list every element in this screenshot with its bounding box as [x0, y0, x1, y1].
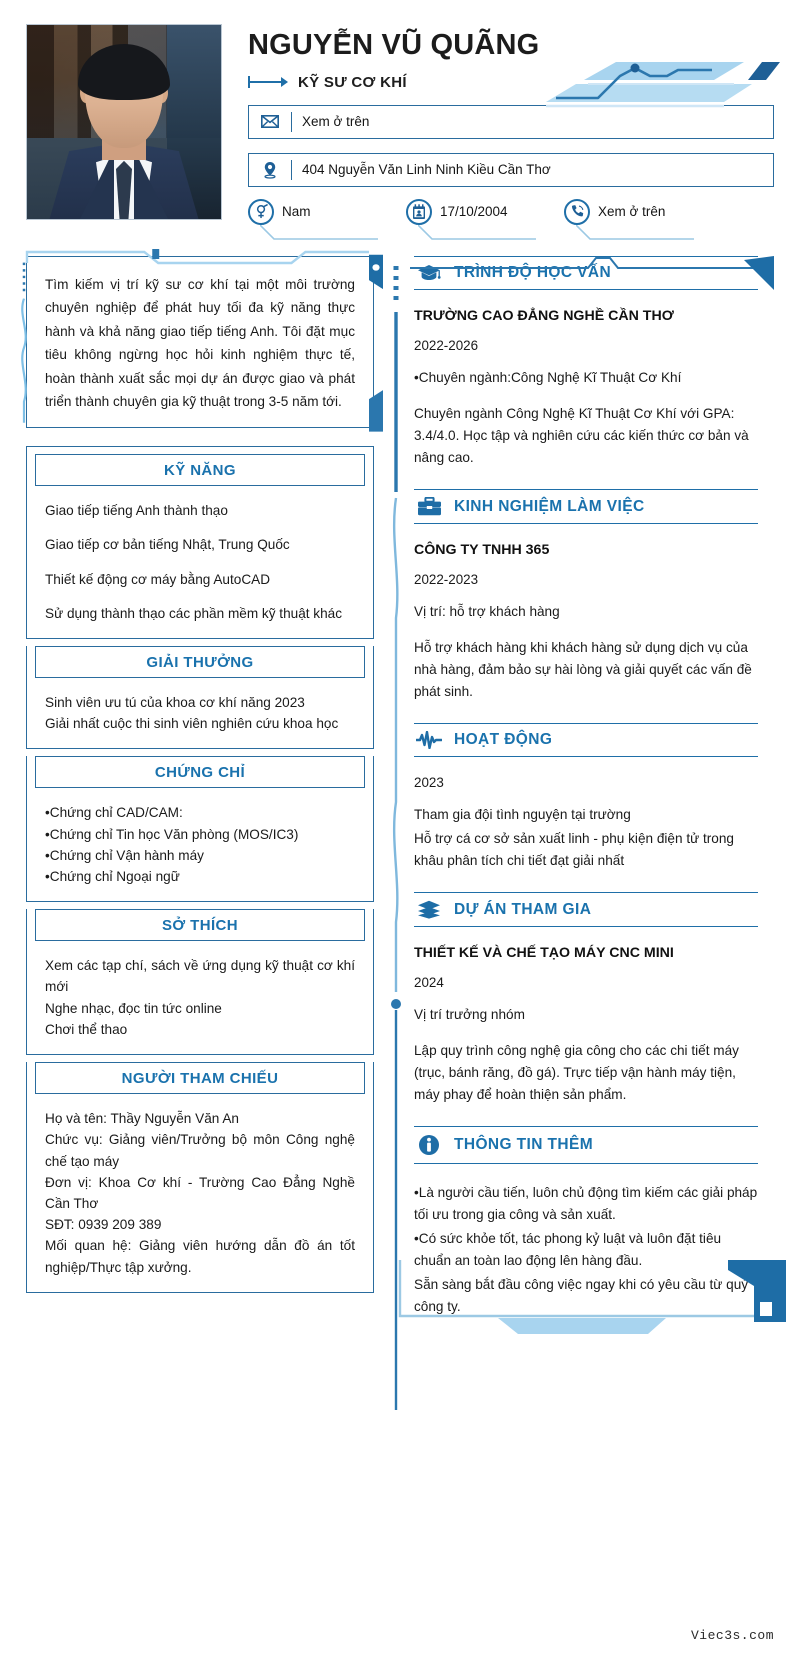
- section-title: TRÌNH ĐỘ HỌC VẤN: [454, 264, 612, 281]
- right-column: [388, 250, 774, 1338]
- list-item: SĐT: 0939 209 389: [45, 1217, 162, 1233]
- chip-gender[interactable]: [248, 199, 406, 225]
- job-title: KỸ SƯ CƠ KHÍ: [298, 73, 407, 91]
- list-item: Mối quan hệ: Giảng viên hướng dẫn đồ án tốt nghiệp/Thực tập xưởng.: [45, 1238, 355, 1275]
- right-left-decoration: [390, 262, 402, 1412]
- list-item: •Chứng chỉ CAD/CAM:: [45, 805, 183, 821]
- list-item: Nghe nhạc, đọc tin tức online: [45, 1000, 222, 1016]
- header-details: [222, 24, 774, 250]
- entry: [414, 775, 758, 872]
- right-top-decoration: [410, 256, 770, 270]
- list-item: Sinh viên ưu tú của khoa cơ khí năng 2023: [45, 695, 305, 711]
- entry-line: Tham gia đội tình nguyện tại trường: [414, 807, 631, 823]
- list-item: •Chứng chỉ Tin học Văn phòng (MOS/IC3): [45, 826, 299, 842]
- right-bottom-decoration: [398, 1260, 788, 1340]
- entry-org: CÔNG TY TNHH 365: [414, 542, 550, 559]
- birthday-value: 17/10/2004: [440, 204, 508, 220]
- list-item: Sử dụng thành thạo các phần mềm kỹ thuật khác: [45, 605, 343, 621]
- section-header: [414, 723, 758, 757]
- list-item: Thiết kế động cơ máy bằng AutoCAD: [45, 571, 271, 587]
- calendar-icon: [406, 199, 432, 225]
- phone-value: Xem ở trên: [598, 204, 666, 220]
- list-item: Xem các tạp chí, sách về ứng dụng kỹ thuật cơ khí mới: [45, 958, 355, 995]
- list-item: Chức vụ: Giảng viên/Trưởng bộ môn Công nghệ chế tạo máy: [45, 1132, 355, 1169]
- entry-line: •Có sức khỏe tốt, tác phong kỷ luật và luôn đặt tiêu chuẩn an toàn lao động lên hàng đầu.: [414, 1231, 722, 1269]
- section-giai-thuong: [26, 646, 374, 749]
- list-item: •Chứng chỉ Vận hành máy: [45, 847, 204, 863]
- section-body: [27, 678, 373, 748]
- chip-tail-decoration: [576, 225, 696, 241]
- section-title: SỞ THÍCH: [35, 909, 365, 941]
- section-body: [27, 1094, 373, 1292]
- section-chung-chi: [26, 756, 374, 902]
- section-hoat-dong: [414, 723, 758, 872]
- section-body: [27, 486, 373, 638]
- page-title: NGUYỄN VŨ QUÃNG: [248, 29, 540, 61]
- entry-line: Hỗ trợ khách hàng khi khách hàng sử dụng dịch vụ của nhà hàng, đảm bảo sự hài lòng và giải quyết các vấn đề phát sinh.: [414, 640, 752, 700]
- chip-tail-decoration: [418, 225, 538, 241]
- section-trinh-do-hoc-van: [414, 256, 758, 469]
- envelope-icon: [259, 115, 281, 128]
- objective-card: [26, 256, 374, 428]
- list-item: Chơi thể thao: [45, 1021, 128, 1037]
- left-column: [26, 250, 374, 1338]
- objective-top-decoration: [25, 249, 371, 265]
- entry-org: TRƯỜNG CAO ĐẲNG NGHỀ CẦN THƠ: [414, 308, 674, 324]
- section-ky-nang: [26, 446, 374, 639]
- info-chips: [248, 199, 774, 225]
- right-corner-decoration: [740, 256, 774, 296]
- section-title: NGƯỜI THAM CHIẾU: [35, 1062, 365, 1094]
- section-title: KINH NGHIỆM LÀM VIỆC: [454, 497, 645, 515]
- section-header: [414, 892, 758, 927]
- arrow-icon: [248, 76, 288, 88]
- address-value: 404 Nguyễn Văn Linh Ninh Kiều Cần Thơ: [302, 162, 551, 178]
- entry-line: Sẵn sàng bắt đầu công việc ngay khi có yêu cầu từ quý công ty.: [414, 1277, 749, 1315]
- entry-date: 2022-2026: [414, 338, 479, 353]
- entry-line: Chuyên ngành Công Nghệ Kĩ Thuật Cơ Khí với GPA: 3.4/4.0. Học tập và nghiên cứu các kiến thức cơ bản và nâng cao.: [414, 406, 749, 466]
- section-kinh-nghiem-lam-viec: [414, 489, 758, 703]
- list-item: Đơn vị: Khoa Cơ khí - Trường Cao Đẳng Nghề Cần Thơ: [45, 1174, 355, 1211]
- chip-tail-decoration: [260, 225, 380, 241]
- chip-birthday[interactable]: [406, 199, 564, 225]
- list-item: •Chứng chỉ Ngoại ngữ: [45, 869, 180, 885]
- header-decoration: [512, 54, 782, 114]
- section-title: GIẢI THƯỞNG: [35, 646, 365, 678]
- entry-line: •Chuyên ngành:Công Nghệ Kĩ Thuật Cơ Khí: [414, 370, 682, 385]
- list-item: Giải nhất cuộc thi sinh viên nghiên cứu khoa học: [45, 716, 339, 732]
- cv-body: [0, 250, 800, 1338]
- list-item: Họ và tên: Thầy Nguyễn Văn An: [45, 1111, 239, 1127]
- entry-line: Lập quy trình công nghệ gia công cho các chi tiết máy (trục, bánh răng, đồ gá). Trực tiếp vận hành máy tiện, máy phay để hoàn thiện sản phẩm.: [414, 1043, 739, 1103]
- map-pin-icon: [259, 161, 281, 179]
- section-title: KỸ NĂNG: [35, 454, 365, 486]
- entry-line: •Là người cầu tiến, luôn chủ động tìm kiếm các giải pháp tối ưu trong gia công và sản xuất.: [414, 1185, 758, 1223]
- section-title: CHỨNG CHỈ: [35, 756, 365, 788]
- objective-left-decoration: [17, 261, 31, 424]
- footer-brand: Viec3s.com: [690, 1628, 774, 1643]
- right-frame: [388, 250, 774, 1318]
- entry-date: 2022-2023: [414, 572, 479, 588]
- gender-icon: [248, 199, 274, 225]
- section-so-thich: [26, 909, 374, 1055]
- section-body: [27, 941, 373, 1054]
- info-circle-icon: [416, 1134, 442, 1156]
- divider: [291, 112, 292, 132]
- cv-header: [0, 0, 800, 250]
- gender-value: Nam: [282, 204, 311, 220]
- objective-text: Tìm kiếm vị trí kỹ sư cơ khí tại một môi trường chuyên nghiệp để phát huy tối đa kỹ năng thực hành và khả năng giao tiếp tiếng Anh. Tôi đặt mục tiêu không ngừng học hỏi kinh nghiệm thực tế, hoàn thành xuất sắc mọi dự án được giao và phát triển thành chuyên gia kỹ thuật trong 3-5 năm tới.: [45, 277, 355, 409]
- entry-date: 2023: [414, 775, 444, 791]
- list-item: Giao tiếp tiếng Anh thành thạo: [45, 503, 228, 519]
- section-header: [414, 1126, 758, 1164]
- entry-date: 2024: [414, 975, 444, 991]
- entry-line: Hỗ trợ cá cơ sở sản xuất linh - phụ kiện điện tử trong khâu phân tích chi tiết đạt giải nhất: [414, 831, 734, 869]
- phone-icon: [564, 199, 590, 225]
- section-du-an-tham-gia: [414, 892, 758, 1106]
- briefcase-icon: [416, 497, 442, 516]
- profile-photo: [26, 24, 222, 220]
- layers-icon: [416, 900, 442, 919]
- divider: [291, 160, 292, 180]
- entry-line: Vị trí trưởng nhóm: [414, 1007, 525, 1023]
- section-header: [414, 489, 758, 524]
- entry: [414, 945, 758, 1106]
- section-nguoi-tham-chieu: [26, 1062, 374, 1293]
- entry: [414, 308, 758, 469]
- contact-address[interactable]: [248, 153, 774, 187]
- section-title: DỰ ÁN THAM GIA: [454, 900, 592, 918]
- chip-phone[interactable]: [564, 199, 724, 225]
- section-title: THÔNG TIN THÊM: [454, 1136, 594, 1154]
- list-item: Giao tiếp cơ bản tiếng Nhật, Trung Quốc: [45, 537, 290, 553]
- activity-pulse-icon: [416, 731, 442, 749]
- email-value: Xem ở trên: [302, 114, 370, 130]
- entry-line: Vị trí: hỗ trợ khách hàng: [414, 604, 560, 620]
- section-title: HOẠT ĐỘNG: [454, 731, 553, 749]
- entry-org: THIẾT KẾ VÀ CHẾ TẠO MÁY CNC MINI: [414, 945, 674, 962]
- left-sections-list: [26, 446, 374, 1292]
- section-body: [27, 788, 373, 901]
- objective-right-decoration: [369, 253, 385, 433]
- entry: [414, 542, 758, 703]
